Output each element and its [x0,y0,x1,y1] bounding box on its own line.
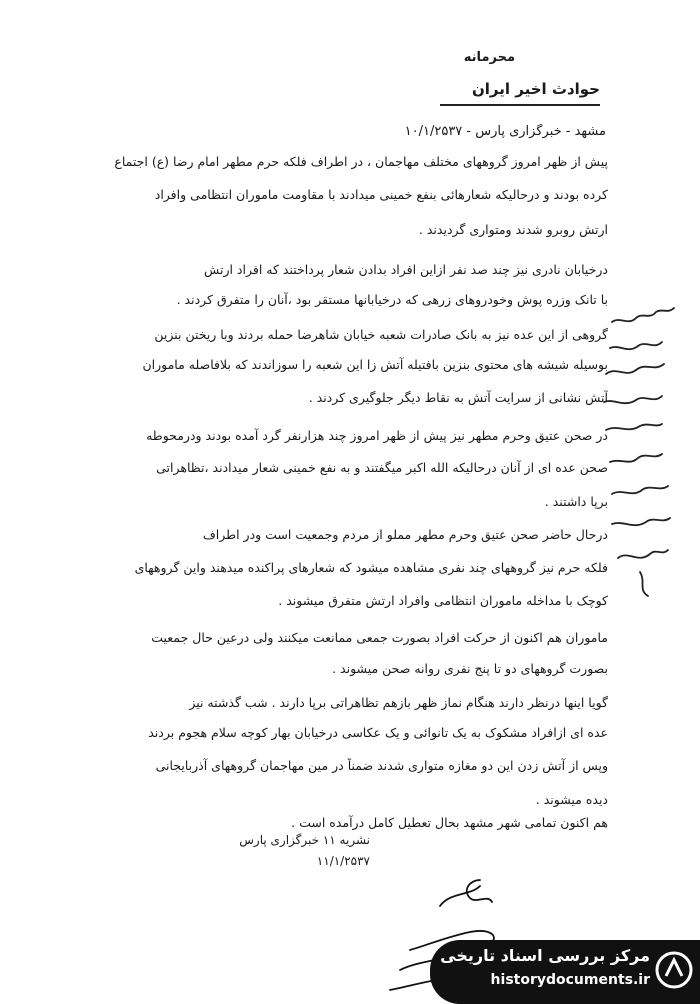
body-line: گروهی از این عده نیز به بانک صادرات شعبه خیابان شاهرضا حمله بردند وبا ریختن بنزین [154,327,608,342]
body-line: در صحن عتیق وحرم مطهر نیز پیش از ظهر امروز چند هزارنفر گرد آمده بودند ودرمحوطه [146,428,608,443]
watermark-banner [430,940,700,1004]
body-line: کوچک با مداخله ماموران انتظامی وافراد ارتش متفرق میشوند . [278,593,608,608]
body-line: عده ای ازافراد مشکوک به یک تانوائی و یک عکاسی درخیابان بهار کوچه سلام هجوم بردند [148,725,608,740]
body-line: بوسیله شیشه های محتوی بنزین بافتیله آتش زا این شعبه را سوزاندند که بلافاصله ماموران [142,357,608,372]
body-line: دیده میشوند . [535,792,608,807]
body-line: فلکه حرم نیز گروههای چند نفری مشاهده میشود که شعارهای پراکنده میدهند واین گروههای [134,560,608,575]
watermark-title: مرکز بررسی اسناد تاریخی [440,946,650,965]
body-line: پیش از ظهر امروز گروههای مختلف مهاجمان ، در اطراف فلکه حرم مطهر امام رضا (ع) اجتماع [114,154,608,169]
dateline: مشهد - خبرگزاری پارس - ۱۰/۱/۲۵۳۷ [404,124,606,139]
footer-serial: نشریه ۱۱ خبرگزاری پارس [239,833,370,847]
document-subject: حوادث اخیر ایران [471,80,600,98]
body-line: وپس از آتش زدن این دو مغازه متواری شدند ضمناً در مین مهاجمان گروههای آذربایجانی [155,758,608,773]
body-line: با تانک وزره پوش وخودروهای زرهی که درخیابانها مستقر بود ،آنان را متفرق کردند . [176,292,608,307]
footer-date: ۱۱/۱/۲۵۳۷ [316,854,370,868]
body-line: ماموران هم اکنون از حرکت افراد بصورت جمعی ممانعت میکنند ولی درعین حال جمعیت [151,630,608,645]
body-line: بصورت گروههای دو تا پنج نفری روانه صحن میشوند . [332,661,608,676]
body-line: درخیابان نادری نیز چند صد نفر ازاین افراد بدادن شعار پرداختند که افراد ارتش [204,262,608,277]
body-line: آتش نشانی از سرایت آتش به نقاط دیگر جلوگیری کردند . [308,390,608,405]
body-line: برپا داشتند . [544,494,608,509]
body-line: درحال حاضر صحن عتیق وحرم مطهر مملو از مردم وجمعیت است ودر اطراف [202,527,608,542]
body-line: هم اکنون تمامی شهر مشهد بحال تعطیل کامل درآمده است . [291,815,608,830]
body-line: صحن عده ای از آنان درحالیکه الله اکبر میگفتند و به نفع خمینی شعار میدادند ،تظاهراتی [156,460,608,475]
watermark-url: historydocuments.ir [490,972,650,988]
classification-label: محرمانه [463,50,515,65]
body-line: کرده بودند و درحالیکه شعارهائی بنفع خمینی میدادند با مقاومت ماموران انتظامی وافراد [154,187,608,202]
body-line: گویا اینها درنظر دارند هنگام نماز ظهر بازهم تظاهراتی برپا دارند . شب گذشته نیز [189,695,608,710]
body-line: ارتش روبرو شدند ومتواری گردیدند . [418,222,608,237]
archive-logo-icon [654,950,694,990]
